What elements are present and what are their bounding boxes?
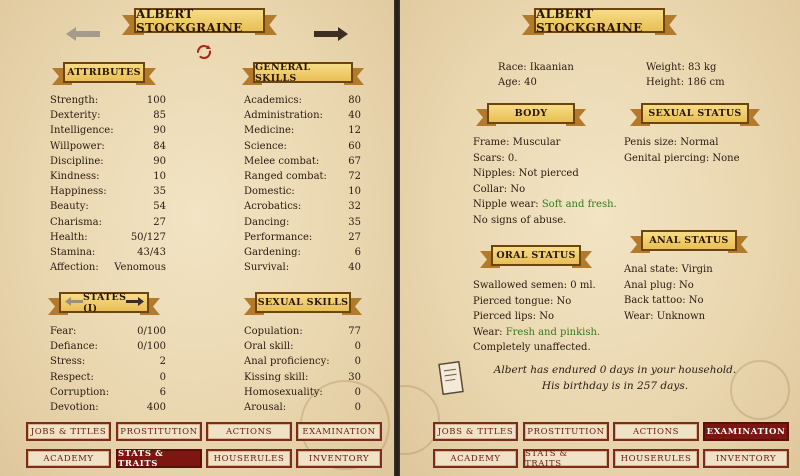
state-row [50,354,166,369]
stat-label: Academics: [244,95,302,106]
body-details: Frame: Muscular Scars: 0. Nipples: Not pierced Collar: No Nipple wear: Soft and fresh. No signs of abuse. [473,137,617,226]
stat-value: 6 [354,246,361,258]
tab-prostitution[interactable]: PROSTITUTION [523,422,609,441]
tab-jobs-titles[interactable]: JOBS & TITLES [26,422,111,441]
stat-label: Domestic: [244,186,295,198]
state-row [50,339,166,354]
attribute-row [50,169,166,184]
state-row [50,400,166,415]
character-name-banner [122,8,277,38]
race-row: Race: Ikaanian [498,62,574,73]
stat-label: Willpower: [50,140,105,152]
stat-value: 84 [153,140,166,152]
right-page [400,0,800,476]
refresh-icon[interactable] [196,44,212,60]
general-skill-row [244,139,361,154]
states-title: STATES (I) [83,291,127,314]
stat-label: Copulation: [244,326,303,337]
attribute-row [50,93,166,108]
attribute-row [50,184,166,199]
attribute-row [50,139,166,154]
body-banner [476,103,586,129]
stat-label: Happiness: [50,186,107,198]
sexual-skill-row [244,370,361,385]
stat-label: Dancing: [244,216,290,228]
attributes-list [50,93,166,275]
stat-value: 80 [348,95,361,106]
stat-value: 100 [146,95,166,106]
sexual-status-details: Penis size: Normal Genital piercing: None [624,137,740,164]
tab-actions[interactable]: ACTIONS [613,422,699,441]
tab-houserules[interactable]: HOUSERULES [613,449,699,468]
sexual-status-title: SEXUAL STATUS [641,103,749,124]
sexual-skill-row [244,400,361,415]
stat-label: Strength: [50,95,99,106]
tab-prostitution[interactable]: PROSTITUTION [116,422,202,441]
stat-label: Respect: [50,371,94,383]
stat-label: Devotion: [50,401,99,413]
stat-label: Stamina: [50,246,96,258]
general-skill-row [244,184,361,199]
states-prev-icon[interactable] [65,297,83,309]
stat-label: Arousal: [244,401,287,413]
stat-value: 30 [348,371,361,383]
state-row [50,385,166,400]
stat-value: 43/43 [137,246,166,258]
stat-value: 0 [354,401,361,413]
general-skill-row [244,230,361,245]
stat-label: Medicine: [244,125,295,137]
stat-value: 77 [348,326,361,337]
stat-value: 0 [354,341,361,353]
body-title: BODY [487,103,575,124]
stat-value: 54 [153,201,166,213]
height-row: Height: 186 cm [646,77,725,88]
attribute-row [50,123,166,138]
age-row: Age: 40 [498,77,537,88]
stain-ring [400,385,440,455]
tab-stats-traits[interactable]: STATS & TRAITS [116,449,202,468]
general-skill-row [244,123,361,138]
stat-value: Venomous [114,262,166,274]
general-skills-list [244,93,361,275]
stat-value: 50/127 [130,231,166,243]
sexual-skills-list [244,324,361,415]
sexual-skills-title: SEXUAL SKILLS [255,292,351,313]
stat-label: Melee combat: [244,155,320,167]
stat-value: 12 [348,125,361,137]
stat-value: 0/100 [137,341,166,353]
state-row [50,370,166,385]
stat-value: 32 [348,201,361,213]
sexual-skill-row [244,339,361,354]
tab-academy[interactable]: ACADEMY [26,449,111,468]
attributes-title: ATTRIBUTES [63,62,145,83]
stat-value: 0 [354,386,361,398]
general-skills-banner [242,62,364,88]
attribute-row [50,230,166,245]
stat-label: Charisma: [50,216,102,228]
stat-value: 27 [153,216,166,228]
stat-label: Acrobatics: [244,201,302,213]
stat-label: Science: [244,140,287,152]
stat-label: Kindness: [50,170,100,182]
stat-label: Survival: [244,262,290,274]
tab-actions[interactable]: ACTIONS [206,422,292,441]
stat-label: Affection: [50,262,99,274]
stat-label: Intelligence: [50,125,114,137]
stat-value: 0 [159,371,166,383]
stat-label: Performance: [244,231,313,243]
tab-jobs-titles[interactable]: JOBS & TITLES [433,422,518,441]
stat-label: Dexterity: [50,110,101,122]
stat-label: Beauty: [50,201,89,213]
paper-note-icon[interactable] [438,361,464,396]
left-page [0,0,394,476]
sexual-skill-row [244,324,361,339]
attribute-row [50,215,166,230]
sexual-skills-banner [244,292,362,318]
general-skill-row [244,154,361,169]
tab-academy[interactable]: ACADEMY [433,449,518,468]
stat-value: 0 [354,356,361,368]
attribute-row [50,154,166,169]
stat-value: 400 [146,401,166,413]
stat-value: 40 [348,262,361,274]
tab-stats-traits[interactable]: STATS & TRAITS [523,449,609,468]
stat-label: Homosexuality: [244,386,323,398]
stat-value: 6 [159,386,166,398]
states-banner [48,292,160,318]
stat-value: 10 [153,170,166,182]
stat-value: 35 [153,186,166,198]
tab-inventory[interactable]: INVENTORY [703,449,789,468]
attributes-banner [52,62,156,88]
states-list [50,324,166,415]
household-info: Albert has endured 0 days in your household. His birthday is in 257 days. [493,364,737,392]
sexual-skill-row [244,385,361,400]
stat-label: Corruption: [50,386,110,398]
tab-inventory[interactable]: INVENTORY [296,449,382,468]
stat-label: Gardening: [244,246,301,258]
anal-status-banner [630,230,748,256]
sexual-status-banner [630,103,760,129]
stat-value: 60 [348,140,361,152]
tab-houserules[interactable]: HOUSERULES [206,449,292,468]
stat-value: 0/100 [137,326,166,337]
general-skill-row [244,260,361,275]
stat-label: Anal proficiency: [244,356,330,368]
stat-value: 2 [159,356,166,368]
oral-status-details: Swallowed semen: 0 ml. Pierced tongue: No Pierced lips: No Wear: Fresh and pinkish. Completely unaffected. [473,280,601,353]
character-name-banner-right [522,8,677,38]
states-next-icon[interactable] [126,297,144,309]
stat-value: 90 [153,125,166,137]
stat-value: 90 [153,155,166,167]
stat-value: 67 [348,155,361,167]
attribute-row [50,260,166,275]
stat-value: 35 [348,216,361,228]
general-skill-row [244,245,361,260]
oral-status-banner [480,245,592,271]
stat-label: Oral skill: [244,341,294,353]
anal-status-details: Anal state: Virgin Anal plug: No Back tattoo: No Wear: Unknown [624,264,713,322]
general-skill-row [244,215,361,230]
arrow-left-icon[interactable] [66,27,100,41]
general-skill-row [244,199,361,214]
general-skill-row [244,169,361,184]
stat-label: Stress: [50,356,86,368]
stat-value: 85 [153,110,166,122]
general-skills-title: GENERAL SKILLS [253,62,353,83]
attribute-row [50,199,166,214]
stat-label: Ranged combat: [244,170,327,182]
character-name-right: ALBERT STOCKGRAINE [534,8,665,33]
stat-value: 10 [348,186,361,198]
general-skill-row [244,93,361,108]
stat-label: Health: [50,231,88,243]
attribute-row [50,245,166,260]
anal-status-title: ANAL STATUS [641,230,737,251]
oral-status-title: ORAL STATUS [491,245,581,266]
stat-label: Fear: [50,326,77,337]
arrow-right-icon[interactable] [314,27,348,41]
state-row [50,324,166,339]
stat-label: Defiance: [50,341,98,353]
stat-label: Administration: [244,110,323,122]
stat-value: 40 [348,110,361,122]
tab-examination[interactable]: EXAMINATION [296,422,382,441]
stat-label: Kissing skill: [244,371,309,383]
stat-value: 27 [348,231,361,243]
attribute-row [50,108,166,123]
general-skill-row [244,108,361,123]
stat-label: Discipline: [50,155,104,167]
character-name: ALBERT STOCKGRAINE [134,8,265,33]
weight-row: Weight: 83 kg [646,62,717,73]
tab-examination[interactable]: EXAMINATION [703,422,789,441]
stat-value: 72 [348,170,361,182]
sexual-skill-row [244,354,361,369]
